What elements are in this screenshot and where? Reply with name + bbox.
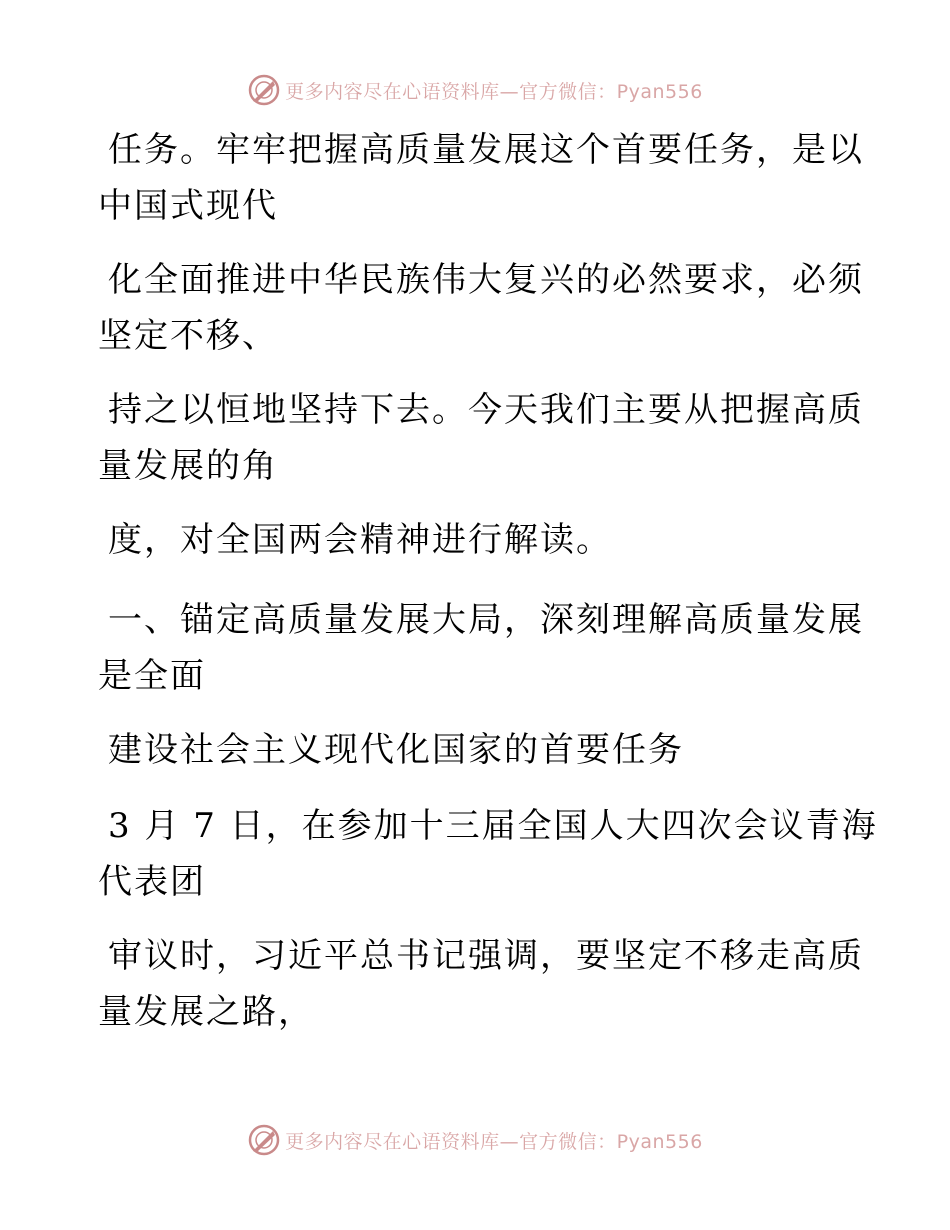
- header-watermark-text: 更多内容尽在心语资料库—官方微信：Pyan556: [285, 80, 703, 103]
- body-line: 化全面推进中华民族伟大复兴的必然要求，必须: [108, 260, 864, 300]
- footer-watermark-text: 更多内容尽在心语资料库—官方微信：Pyan556: [285, 1130, 703, 1153]
- footer-watermark-banner: [0, 1120, 950, 1160]
- body-line: 3 月 7 日，在参加十三届全国人大四次会议青海: [108, 806, 878, 846]
- quill-logo-icon: [247, 1123, 281, 1157]
- section-heading-line: 一、锚定高质量发展大局，深刻理解高质量发展: [108, 600, 864, 640]
- body-line: 代表团: [98, 862, 206, 902]
- body-line: 任务。牢牢把握高质量发展这个首要任务，是以: [108, 130, 864, 170]
- section-heading-line: 建设社会主义现代化国家的首要任务: [108, 730, 684, 770]
- section-heading-line: 是全面: [98, 656, 206, 696]
- body-line: 中国式现代: [98, 186, 278, 226]
- body-line: 坚定不移、: [98, 316, 278, 356]
- body-line: 持之以恒地坚持下去。今天我们主要从把握高质: [108, 390, 864, 430]
- body-line: 量发展的角: [98, 446, 278, 486]
- body-line: 审议时，习近平总书记强调，要坚定不移走高质: [108, 936, 864, 976]
- body-line: 度，对全国两会精神进行解读。: [108, 520, 612, 560]
- body-line: 量发展之路，: [98, 992, 314, 1032]
